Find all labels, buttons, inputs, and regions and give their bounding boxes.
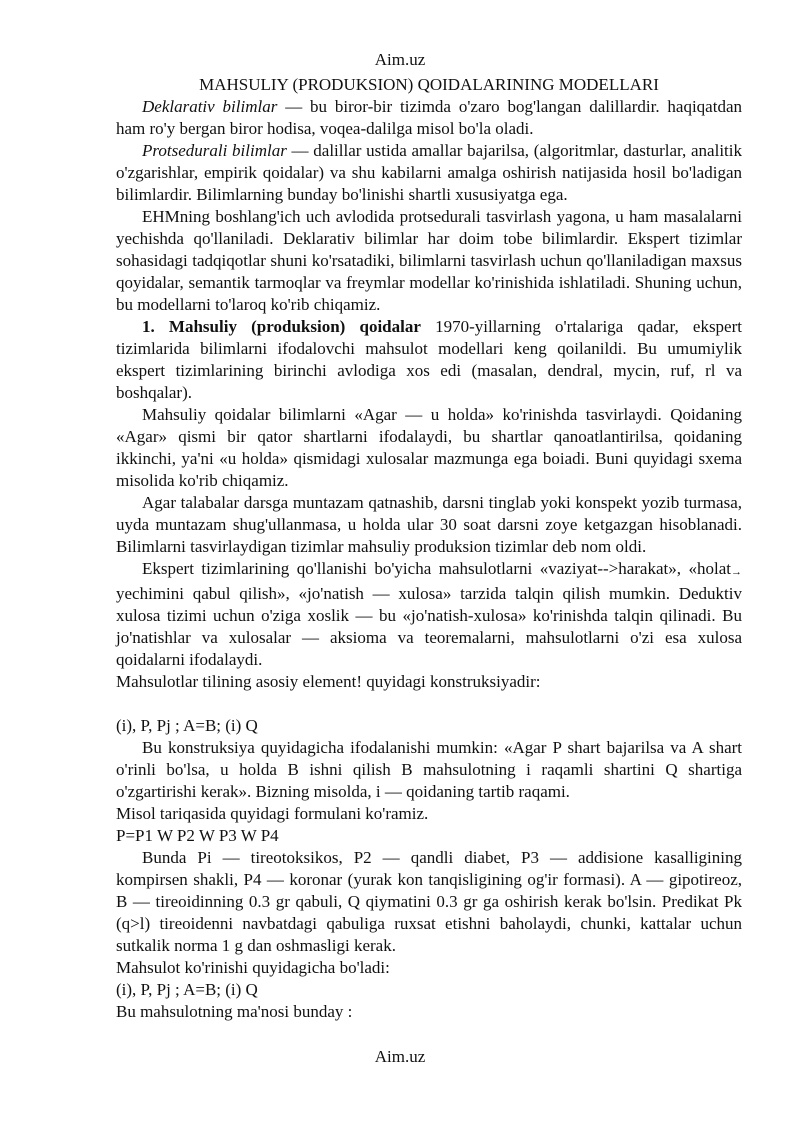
paragraph-ekspert	[116, 558, 742, 671]
formula-construction: (i), P, Pj ; A=B; (i) Q	[116, 716, 258, 735]
paragraph-ekspert-text-a: Ekspert tizimlarining qo'llanishi bo'yicha mahsulotlarni «vaziyat-->harakat», «holat	[142, 559, 731, 578]
paragraph-protsedurali-text: — dalillar ustida amallar bajarilsa, (algoritmlar, dasturlar, analitik o'zgarishlar, empirik qoidalar) va shu kabilarni amalga oshirish natijasida hosil bo'ladigan bilimlardir. Bilimlarning bunday bo'linishi shartli xususiyatga ega.	[116, 141, 742, 204]
section-heading: 1. Mahsuliy (produksion) qoidalar	[142, 317, 421, 336]
page-header: Aim.uz	[374, 50, 426, 69]
paragraph-mahsuliy-qoidalar-text: 1970-yillarning o'rtalariga qadar, ekspert tizimlarida bilimlarni ifodalovchi mahsulot modellari keng qoilanildi. Bu umumiylik ekspert tizimlarining birinchi avlodiga xos edi (masalan, dendral, mycin, ruf, rl va boshqalar).	[116, 317, 742, 402]
paragraph-mahsulot-korinishi: Mahsulot ko'rinishi quyidagicha bo'ladi:	[116, 958, 390, 977]
paragraph-deklarativ-text: — bu biror-bir tizimda o'zaro bog'langan dalillardir. haqiqatdan ham ro'y bergan biror hodisa, voqea-dalilga misol bo'la oladi.	[116, 97, 742, 138]
document-body	[116, 74, 742, 1023]
paragraph-mahsuliy-qoidalar	[116, 316, 742, 404]
arrow-icon: →	[731, 566, 742, 578]
paragraph-example: Agar talabalar darsga muntazam qatnashib, darsni tinglab yoki konspekt yozib turmasa, uyda muntazam shug'ullanmasa, u holda ular 30 soat darsni zoye ketgazgan hisoblanadi. Bilimlarni tasvirlaydigan tizimlar mahsuliy produksion tizimlar deb nom oldi.	[116, 493, 742, 556]
paragraph-konstruksiya: Bu konstruksiya quyidagicha ifodalanishi mumkin: «Agar P shart bajarilsa va A shart o'rinli bo'lsa, u holda B ishni qilish B mahsulotning i raqamli shartini Q shartiga o'zgartirishi kerak». Bizning misolda, i — qoidaning tartib raqami.	[116, 738, 742, 801]
paragraph-konstruksiya-intro: Mahsulotlar tilining asosiy element! quyidagi konstruksiyadir:	[116, 672, 541, 691]
paragraph-ehm: EHMning boshlang'ich uch avlodida protsedurali tasvirlash yagona, u ham masalalarni yechishda qo'llaniladi. Deklarativ bilimlar har doim tobe bilimlardir. Ekspert tizimlar sohasidagi tadqiqotlar shuni ko'rsatadiki, bilimlarni tasvirlash uchun qo'llaniladigan maxsus qoyidalar, semantik tarmoqlar va freymlar modellar ko'rinishida ishlatiladi. Shuning uchun, bu modellarni to'laroq ko'rib chiqamiz.	[116, 207, 742, 314]
paragraph-protsedurali	[116, 140, 742, 206]
paragraph-misol: Misol tariqasida quyidagi formulani ko'ramiz.	[116, 804, 429, 823]
blank-line	[116, 693, 742, 715]
term-protsedurali: Protsedurali bilimlar	[142, 141, 287, 160]
page-title: MAHSULIY (PRODUKSION) QOIDALARINING MODELLARI	[199, 75, 659, 94]
page-footer: Aim.uz	[374, 1047, 426, 1066]
formula-p: P=P1 W P2 W P3 W P4	[116, 826, 279, 845]
paragraph-ekspert-text-b: yechimini qabul qilish», «jo'natish — xulosa» tarzida talqin qilish mumkin. Deduktiv xulosa tizimi uchun o'ziga xoslik — bu «jo'natish-xulosa» ko'rinishda talqin qilinadi. Bu jo'natishlar va xulosalar — aksioma va teoremalarni, mahsulotlarni o'zi esa xulosa qoidalarni ifodalaydi.	[116, 584, 742, 669]
paragraph-agar-u-holda: Mahsuliy qoidalar bilimlarni «Agar — u holda» ko'rinishda tasvirlaydi. Qoidaning «Agar» qismi bir qator shartlarni ifodalaydi, bu shartlar qanoatlantirilsa, qoidaning ikkinchi, ya'ni «u holda» qismidagi xulosalar mazmunga ega boiadi. Buni quyidagi sxema misolida ko'rib chiqamiz.	[116, 405, 742, 490]
paragraph-manosi: Bu mahsulotning ma'nosi bunday :	[116, 1002, 353, 1021]
paragraph-deklarativ	[116, 96, 742, 140]
term-deklarativ: Deklarativ bilimlar	[142, 97, 278, 116]
formula-product: (i), P, Pj ; A=B; (i) Q	[116, 980, 258, 999]
paragraph-bunda: Bunda Pi — tireotoksikos, P2 — qandli diabet, P3 — addisione kasalligining kompirsen shakli, P4 — koronar (yurak kon tanqisligining og'ir formasi). A — gipotireoz, B — tireoidinning 0.3 gr qabuli, Q qiymatini 0.3 gr ga oshirish kerak bo'lsin. Predikat Pk (q>l) tireoidenni navbatdagi qabuliga ruxsat etishni baholaydi, chunki, kattalar uchun sutkalik norma 1 g dan oshmasligi kerak.	[116, 848, 742, 955]
